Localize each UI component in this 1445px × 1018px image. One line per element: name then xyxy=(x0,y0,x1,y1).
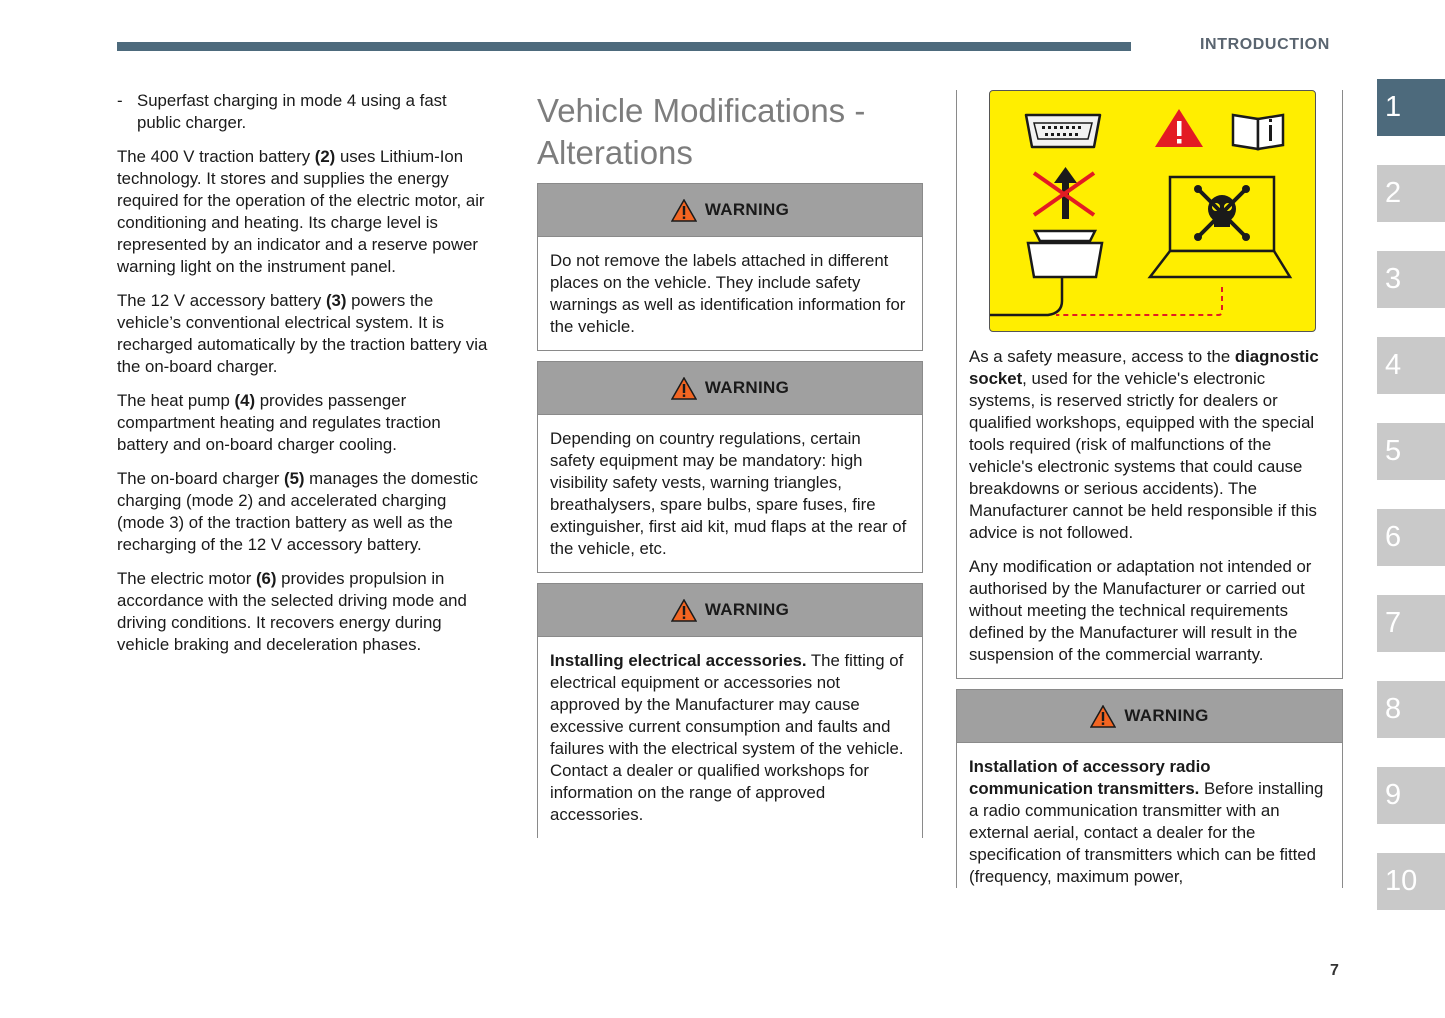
diagnostic-plug-icon xyxy=(990,167,1102,315)
warning-label: WARNING xyxy=(704,200,790,219)
warning-header xyxy=(957,690,1342,743)
warning-bold-lead: Installing electrical accessories. xyxy=(550,651,807,670)
warning-box-radio-transmitters xyxy=(956,689,1343,888)
warning-header xyxy=(538,584,922,637)
warning-triangle-icon xyxy=(671,199,697,222)
chapter-tab-4[interactable]: 4 xyxy=(1377,337,1445,394)
text: The 400 V traction battery xyxy=(117,147,315,166)
paragraph-modification: Any modification or adaptation not intended or authorised by the Manufacturer or carried out without meeting the technical requirements defined by the Manufacturer will result in the suspension of the commercial warranty. xyxy=(969,557,1312,664)
text: powers the vehicle’s conventional electrical system. It is recharged automatically by the traction battery via the on-board charger. xyxy=(117,291,488,376)
chapter-tab-10[interactable]: 10 xyxy=(1377,853,1445,910)
page-number: 7 xyxy=(1330,962,1339,979)
warning-box-safety-equipment xyxy=(537,361,923,573)
ref-number: (5) xyxy=(283,469,305,488)
ref-number: (4) xyxy=(234,391,256,410)
warning-box-electrical-accessories xyxy=(537,583,923,838)
warning-text: Depending on country regulations, certain safety equipment may be mandatory: high visibility safety vests, warning triangles, breathalysers, spare bulbs, spare fuses, fire extinguisher, first aid kit, mud flaps at the rear of the vehicle, etc. xyxy=(550,429,907,558)
paragraph-electric-motor xyxy=(117,568,491,656)
text: As a safety measure, access to the xyxy=(969,347,1235,366)
chapter-tab-9[interactable]: 9 xyxy=(1377,767,1445,824)
chapter-tab-3[interactable]: 3 xyxy=(1377,251,1445,308)
bullet-text: Superfast charging in mode 4 using a fast public charger. xyxy=(137,91,447,132)
warning-text: Do not remove the labels attached in different places on the vehicle. They include safety warnings as well as identification information for the vehicle. xyxy=(550,251,906,336)
bold-term: diagnostic socket xyxy=(969,347,1319,388)
ref-number: (6) xyxy=(255,569,277,588)
diagnostic-text xyxy=(969,346,1330,666)
warning-text xyxy=(957,743,1342,888)
warning-triangle-icon xyxy=(1090,705,1116,728)
column-right xyxy=(956,90,1343,898)
text: The on-board charger xyxy=(117,469,284,488)
ref-number: (3) xyxy=(325,291,347,310)
paragraph-diagnostic-socket xyxy=(969,346,1330,544)
text: The electric motor xyxy=(117,569,256,588)
chapter-tab-2[interactable]: 2 xyxy=(1377,165,1445,222)
chapter-tab-5[interactable]: 5 xyxy=(1377,423,1445,480)
text: uses Lithium-Ion technology. It stores and supplies the energy required for the operation of the electric motor, air conditioning and heating. Its charge level is represented by an indicator and a reserve power warning light on the instrument panel. xyxy=(117,147,485,276)
chapter-tab-8[interactable]: 8 xyxy=(1377,681,1445,738)
warning-triangle-icon xyxy=(671,599,697,622)
ref-number: (2) xyxy=(314,147,336,166)
column-middle xyxy=(537,90,923,848)
warning-text xyxy=(538,637,922,838)
warning-body-text: The fitting of electrical equipment or accessories not approved by the Manufacturer may cause excessive current consumption and faults and failures with the electrical system of the vehicle. Contact a dealer or qualified workshops for information on the range of approved accessories. xyxy=(550,651,904,824)
chapter-tab-7[interactable]: 7 xyxy=(1377,595,1445,652)
bullet-dash: - xyxy=(117,91,123,110)
warning-triangle-icon xyxy=(671,377,697,400)
warning-label: WARNING xyxy=(1124,706,1209,725)
text: provides propulsion in accordance with the selected driving mode and driving conditions. It recovers energy during vehicle braking and deceleration phases. xyxy=(117,569,467,654)
paragraph-traction-battery xyxy=(117,146,491,278)
text: provides passenger compartment heating and regulates traction battery and on-board charger cooling. xyxy=(117,391,441,454)
paragraph-accessory-battery xyxy=(117,290,491,378)
text: The heat pump xyxy=(117,391,235,410)
warning-body-text: Before installing a radio communication transmitter with an external aerial, contact a dealer for the specification of transmitters which can be fitted (frequency, maximum power, xyxy=(969,779,1324,886)
manual-book-icon xyxy=(1233,115,1283,149)
warning-header xyxy=(538,184,922,237)
chapter-tab-6[interactable]: 6 xyxy=(1377,509,1445,566)
obd-connector-icon xyxy=(1026,115,1100,147)
paragraph-onboard-charger xyxy=(117,468,491,556)
diagnostic-socket-illustration xyxy=(989,90,1316,332)
warning-label: WARNING xyxy=(704,600,790,619)
section-heading: Vehicle Modifications - Alterations xyxy=(537,92,866,171)
warning-bold-lead: Installation of accessory radio communication transmitters. xyxy=(969,757,1211,798)
column-left xyxy=(117,90,491,668)
bullet-item xyxy=(117,90,491,134)
warning-box-labels xyxy=(537,183,923,351)
text: , used for the vehicle's electronic systems, is reserved strictly for dealers or qualified workshops, equipped with the special tools required (risk of malfunctions of the vehicle's electronic systems that could cause breakdowns or serious accidents). The Manufacturer cannot be held responsible if this advice is not followed. xyxy=(969,369,1317,542)
text: The 12 V accessory battery xyxy=(117,291,326,310)
danger-icon xyxy=(1155,109,1203,147)
header-bar xyxy=(117,42,1131,51)
section-title: INTRODUCTION xyxy=(1200,36,1330,53)
text: manages the domestic charging (mode 2) and accelerated charging (mode 3) of the traction battery as well as the recharging of the 12 V accessory battery. xyxy=(117,469,478,554)
warning-label: WARNING xyxy=(704,378,790,397)
warning-header xyxy=(538,362,922,415)
diagnostic-info-box xyxy=(956,90,1343,679)
paragraph-heat-pump xyxy=(117,390,491,456)
chapter-tab-1[interactable]: 1 xyxy=(1377,79,1445,136)
